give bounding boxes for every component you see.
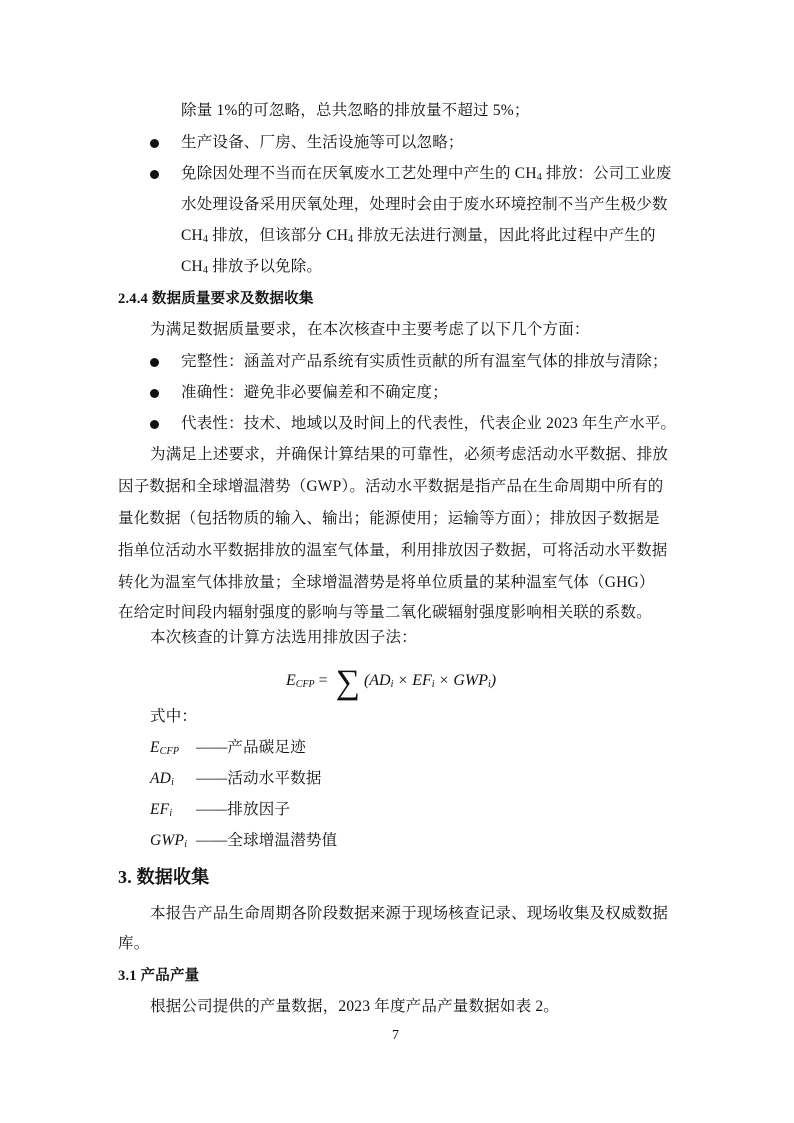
text-line: 代表性：技术、地域以及时间上的代表性，代表企业 2023 年生产水平。 (181, 415, 677, 432)
subscript: i (171, 777, 175, 788)
subscript: i (487, 679, 491, 690)
subscript: 4 (202, 234, 209, 245)
text-line (181, 226, 656, 250)
text-line: 库。 (118, 935, 150, 952)
variable-name: AD (150, 770, 172, 787)
subscript: CFP (159, 746, 180, 757)
variable-description: ——排放因子 (196, 801, 291, 818)
subscript: CFP (295, 679, 315, 690)
text-line: 为满足上述要求，并确保计算结果的可靠性，必须考虑活动水平数据、排放 (150, 446, 669, 463)
subscript: i (184, 839, 188, 850)
text-run: 排放予以免除。 (208, 258, 323, 275)
text-line: 准确性：避免非必要偏差和不确定度； (181, 384, 448, 401)
subscript: 4 (202, 265, 209, 276)
text-line: 完整性：涵盖对产品系统有实质性贡献的所有温室气体的排放与清除； (181, 353, 668, 370)
text-run: CH (181, 227, 203, 244)
text-line (181, 164, 672, 188)
text-line: 式中： (150, 708, 198, 725)
formula-operator: = (314, 672, 332, 689)
bullet-dot (150, 389, 159, 398)
text-line: 为满足数据质量要求，在本次核查中主要考虑了以下几个方面： (150, 321, 590, 338)
bullet-dot (150, 170, 159, 179)
formula-term: × EF (393, 672, 432, 689)
variable-description: ——活动水平数据 (196, 770, 322, 787)
text-line: 量化数据（包括物质的输入、输出；能源使用；运输等方面）；排放因子数据是 (118, 510, 660, 527)
text-run: 排放，但该部分 CH (208, 227, 349, 244)
text-line: 本报告产品生命周期各阶段数据来源于现场核查记录、现场收集及权威数据 (150, 905, 669, 922)
text-line (181, 257, 322, 281)
text-run: CH (181, 258, 203, 275)
text-line: 生产设备、厂房、生活设施等可以忽略； (181, 134, 464, 151)
formula-symbol: E (286, 672, 296, 689)
formula-term: ) (490, 672, 497, 689)
section-heading: 3. 数据收集 (118, 867, 210, 887)
text-line: 水处理设备采用厌氧处理，处理时会由于废水环境控制不当产生极少数 (181, 196, 668, 213)
sum-symbol: ∑ (335, 664, 360, 701)
variable-name: E (150, 739, 160, 756)
text-line: 本次核查的计算方法选用排放因子法： (150, 629, 417, 646)
subscript: i (169, 808, 173, 819)
cfp-formula (286, 664, 496, 702)
text-line: 在给定时间段内辐射强度的影响与等量二氧化碳辐射强度影响相关联的系数。 (118, 604, 652, 621)
formula-term: (AD (363, 672, 391, 689)
subscript: i (390, 679, 394, 690)
page-number: 7 (392, 1028, 399, 1043)
definition-row (150, 769, 322, 793)
text-run: 免除因处理不当而在厌氧废水工艺处理中产生的 CH (181, 165, 537, 182)
bullet-dot (150, 139, 159, 148)
text-run: 排放无法进行测量，因此将此过程中产生的 (353, 227, 656, 244)
bullet-dot (150, 358, 159, 367)
text-line: 根据公司提供的产量数据，2023 年度产品产量数据如表 2。 (150, 998, 560, 1015)
text-line: 转化为温室气体排放量；全球增温潜势是将单位质量的某种温室气体（GHG） (118, 574, 655, 591)
bullet-dot (150, 420, 159, 429)
text-line: 因子数据和全球增温潜势（GWP）。活动水平数据是指产品在生命周期中所有的 (118, 478, 664, 495)
variable-name: GWP (150, 832, 185, 849)
text-line: 除量 1%的可忽略，总共忽略的排放量不超过 5%； (181, 102, 530, 119)
subscript: 4 (536, 172, 542, 183)
definition-row (150, 831, 338, 855)
variable-name: EF (150, 801, 170, 818)
definition-row (150, 738, 306, 762)
text-line: 指单位活动水平数据排放的温室气体量，利用排放因子数据，可将活动水平数据 (118, 542, 668, 559)
text-run: 排放：公司工业废 (541, 165, 672, 182)
section-heading: 2.4.4 数据质量要求及数据收集 (118, 291, 314, 307)
variable-description: ——产品碳足迹 (196, 739, 306, 756)
subscript: i (431, 679, 435, 690)
subscript: 4 (348, 234, 354, 245)
section-heading: 3.1 产品产量 (118, 968, 200, 984)
definition-row (150, 800, 291, 824)
formula-term: × GWP (434, 672, 488, 689)
variable-description: ——全球增温潜势值 (196, 832, 338, 849)
